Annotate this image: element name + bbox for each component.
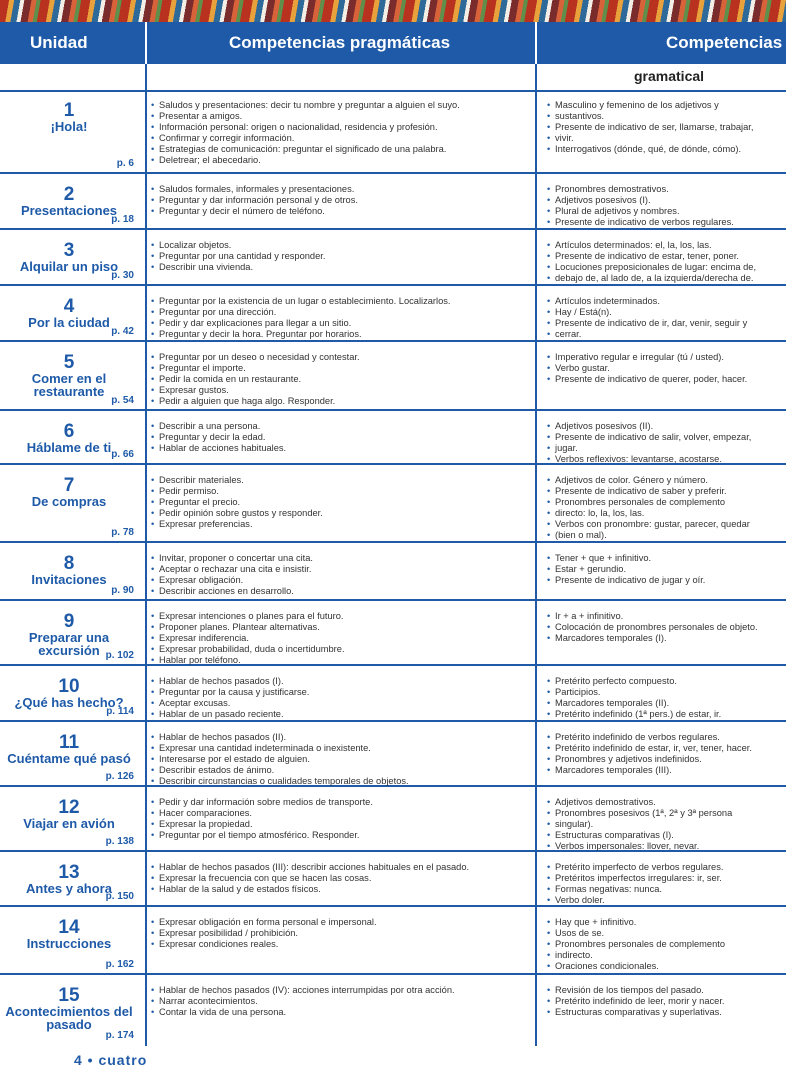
grammar-list bbox=[546, 797, 786, 852]
list-item: • Adjetivos posesivos (I). bbox=[546, 195, 786, 206]
pragmatic-list bbox=[150, 676, 532, 720]
unit-cell bbox=[0, 975, 138, 1044]
unit-page: p. 6 bbox=[116, 158, 134, 169]
unit-number: 15 bbox=[58, 985, 80, 1006]
list-item: • sustantivos. bbox=[546, 111, 786, 122]
list-item: • Pronombres y adjetivos indefinidos. bbox=[546, 754, 786, 765]
grammar-list bbox=[546, 862, 786, 906]
grammar-list bbox=[546, 985, 786, 1018]
list-item: • Usos de se. bbox=[546, 928, 786, 939]
table-row bbox=[0, 411, 786, 465]
unit-cell bbox=[0, 601, 138, 664]
list-item: • Verbos impersonales: llover, nevar. bbox=[546, 841, 786, 852]
list-item: • Hablar de acciones habituales. bbox=[150, 443, 532, 454]
list-item: • Pedir opinión sobre gustos y responder. bbox=[150, 508, 532, 519]
pragmatic-list bbox=[150, 475, 532, 530]
list-item: • Marcadores temporales (II). bbox=[546, 698, 786, 709]
unit-title: Comer en el restaurante bbox=[31, 371, 107, 399]
list-item: • Expresar gustos. bbox=[150, 385, 532, 396]
unit-title: De compras bbox=[31, 494, 107, 509]
table-row bbox=[0, 975, 786, 1044]
list-item: • Verbos reflexivos: levantarse, acostarse. bbox=[546, 454, 786, 465]
unit-cell bbox=[0, 722, 138, 785]
grammar-list bbox=[546, 676, 786, 720]
list-item: • Pretérito imperfecto de verbos regulares. bbox=[546, 862, 786, 873]
unit-cell bbox=[0, 174, 138, 228]
list-item: • cerrar. bbox=[546, 329, 786, 340]
list-item: • Verbo gustar. bbox=[546, 363, 786, 374]
sub-header-row bbox=[0, 64, 786, 92]
list-item: • jugar. bbox=[546, 443, 786, 454]
page-number: 4 • cuatro bbox=[74, 1052, 148, 1068]
list-item: • Pretérito indefinido de leer, morir y nacer. bbox=[546, 996, 786, 1007]
pragmatic-list bbox=[150, 732, 532, 787]
list-item: • Marcadores temporales (I). bbox=[546, 633, 786, 644]
list-item: • Pedir y dar explicaciones para llegar a un sitio. bbox=[150, 318, 532, 329]
unit-number: 9 bbox=[63, 611, 75, 632]
list-item: • Hay que + infinitivo. bbox=[546, 917, 786, 928]
list-item: • Estructuras comparativas (I). bbox=[546, 830, 786, 841]
list-item: • Pronombres personales de complemento bbox=[546, 497, 786, 508]
list-item: • Expresar la propiedad. bbox=[150, 819, 532, 830]
unit-number: 5 bbox=[63, 352, 75, 373]
list-item: • Pretéritos imperfectos irregulares: ir, ser. bbox=[546, 873, 786, 884]
table-row bbox=[0, 601, 786, 666]
unit-title: Por la ciudad bbox=[28, 315, 110, 330]
unit-cell bbox=[0, 852, 138, 905]
table-row bbox=[0, 543, 786, 601]
list-item: • Hay / Está(n). bbox=[546, 307, 786, 318]
list-item: • Presente de indicativo de estar, tener, poner. bbox=[546, 251, 786, 262]
header-divider bbox=[535, 22, 537, 64]
unit-title: ¡Hola! bbox=[50, 119, 88, 134]
list-item: • Deletrear; el abecedario. bbox=[150, 155, 532, 166]
pragmatic-list bbox=[150, 985, 532, 1018]
unit-title: Viajar en avión bbox=[23, 816, 115, 831]
unit-number: 2 bbox=[63, 184, 75, 205]
list-item: • Expresar condiciones reales. bbox=[150, 939, 532, 950]
pragmatic-list bbox=[150, 184, 532, 217]
table-row bbox=[0, 342, 786, 411]
list-item: • Describir acciones en desarrollo. bbox=[150, 586, 532, 597]
list-item: • Pedir a alguien que haga algo. Responder. bbox=[150, 396, 532, 407]
unit-title: Háblame de ti bbox=[26, 440, 112, 455]
pragmatic-list bbox=[150, 421, 532, 454]
unit-page: p. 42 bbox=[111, 326, 134, 337]
list-item: • Ir + a + infinitivo. bbox=[546, 611, 786, 622]
unit-number: 6 bbox=[63, 421, 75, 442]
unit-page: p. 102 bbox=[105, 650, 134, 661]
list-item: • Artículos determinados: el, la, los, las. bbox=[546, 240, 786, 251]
pragmatic-list bbox=[150, 862, 532, 895]
grammar-list bbox=[546, 475, 786, 541]
grammar-list bbox=[546, 732, 786, 776]
unit-number: 3 bbox=[63, 240, 75, 261]
list-item: • Hablar de hechos pasados (IV): acciones interrumpidas por otra acción. bbox=[150, 985, 532, 996]
unit-cell bbox=[0, 90, 138, 172]
pragmatic-list bbox=[150, 611, 532, 666]
unit-page: p. 78 bbox=[111, 527, 134, 538]
pragmatic-list bbox=[150, 917, 532, 950]
list-item: • Preguntar el importe. bbox=[150, 363, 532, 374]
unit-number: 8 bbox=[63, 553, 75, 574]
table-row bbox=[0, 174, 786, 230]
grammar-list bbox=[546, 184, 786, 228]
list-item: • Expresar obligación en forma personal e impersonal. bbox=[150, 917, 532, 928]
table-row bbox=[0, 907, 786, 975]
list-item: • Aceptar excusas. bbox=[150, 698, 532, 709]
unit-title: Preparar una excursión bbox=[28, 630, 110, 658]
header-gramatical: gramatical bbox=[634, 68, 705, 84]
list-item: • indirecto. bbox=[546, 950, 786, 961]
list-item: • Interesarse por el estado de alguien. bbox=[150, 754, 532, 765]
unit-title: Instrucciones bbox=[26, 936, 112, 951]
list-item: • Preguntar por la existencia de un lugar o establecimiento. Localizarlos. bbox=[150, 296, 532, 307]
list-item: • Plural de adjetivos y nombres. bbox=[546, 206, 786, 217]
header-unidad: Unidad bbox=[30, 33, 88, 52]
grammar-list bbox=[546, 240, 786, 284]
list-item: • Preguntar y decir la edad. bbox=[150, 432, 532, 443]
list-item: • Preguntar y decir la hora. Preguntar por horarios. bbox=[150, 329, 532, 340]
list-item: • Preguntar por una cantidad y responder. bbox=[150, 251, 532, 262]
column-divider bbox=[535, 64, 537, 1046]
unit-title: Alquilar un piso bbox=[19, 259, 119, 274]
list-item: • Expresar intenciones o planes para el futuro. bbox=[150, 611, 532, 622]
list-item: • Presente de indicativo de ser, llamarse, trabajar, bbox=[546, 122, 786, 133]
list-item: • Imperativo regular e irregular (tú / usted). bbox=[546, 352, 786, 363]
list-item: • Invitar, proponer o concertar una cita. bbox=[150, 553, 532, 564]
list-item: • Pedir y dar información sobre medios de transporte. bbox=[150, 797, 532, 808]
list-item: • directo: lo, la, los, las. bbox=[546, 508, 786, 519]
list-item: • Hacer comparaciones. bbox=[150, 808, 532, 819]
unit-title: Antes y ahora bbox=[26, 881, 112, 896]
list-item: • Proponer planes. Plantear alternativas. bbox=[150, 622, 532, 633]
list-item: • Aceptar o rechazar una cita e insistir. bbox=[150, 564, 532, 575]
pragmatic-list bbox=[150, 100, 532, 166]
list-item: • Pedir permiso. bbox=[150, 486, 532, 497]
unit-cell bbox=[0, 787, 138, 850]
unit-page: p. 114 bbox=[106, 706, 134, 717]
unit-page: p. 90 bbox=[111, 585, 134, 596]
unit-title: Acontecimientos del pasado bbox=[5, 1004, 133, 1032]
unit-title: Presentaciones bbox=[20, 203, 118, 218]
unit-number: 12 bbox=[58, 797, 80, 818]
list-item: • Describir estados de ánimo. bbox=[150, 765, 532, 776]
list-item: • Preguntar el precio. bbox=[150, 497, 532, 508]
list-item: • Expresar probabilidad, duda o incertidumbre. bbox=[150, 644, 532, 655]
list-item: • Presente de indicativo de jugar y oír. bbox=[546, 575, 786, 586]
unit-cell bbox=[0, 907, 138, 973]
list-item: • Preguntar y dar información personal y de otros. bbox=[150, 195, 532, 206]
unit-cell bbox=[0, 342, 138, 409]
header-pragmaticas: Competencias pragmáticas bbox=[229, 33, 451, 52]
unit-page: p. 150 bbox=[105, 891, 134, 902]
list-item: • Verbo doler. bbox=[546, 895, 786, 906]
list-item: • Confirmar y corregir información. bbox=[150, 133, 532, 144]
list-item: • Estar + gerundio. bbox=[546, 564, 786, 575]
unit-page: p. 126 bbox=[105, 771, 134, 782]
pragmatic-list bbox=[150, 797, 532, 841]
list-item: • Presente de indicativo de salir, volver, empezar, bbox=[546, 432, 786, 443]
unit-page: p. 66 bbox=[111, 449, 134, 460]
list-item: • Verbos con pronombre: gustar, parecer, quedar bbox=[546, 519, 786, 530]
list-item: • Revisión de los tiempos del pasado. bbox=[546, 985, 786, 996]
list-item: • Preguntar por un deseo o necesidad y contestar. bbox=[150, 352, 532, 363]
list-item: • Presentar a amigos. bbox=[150, 111, 532, 122]
unit-page: p. 162 bbox=[105, 959, 134, 970]
list-item: • Masculino y femenino de los adjetivos y bbox=[546, 100, 786, 111]
table-row bbox=[0, 465, 786, 543]
list-item: • Saludos y presentaciones: decir tu nombre y preguntar a alguien el suyo. bbox=[150, 100, 532, 111]
list-item: • Pronombres demostrativos. bbox=[546, 184, 786, 195]
unit-number: 4 bbox=[63, 296, 75, 317]
table-row bbox=[0, 852, 786, 907]
list-item: • Hablar de la salud y de estados físicos. bbox=[150, 884, 532, 895]
table-row bbox=[0, 286, 786, 342]
unit-number: 14 bbox=[58, 917, 80, 938]
list-item: • Oraciones condicionales. bbox=[546, 961, 786, 972]
list-item: • Pretérito indefinido de verbos regulares. bbox=[546, 732, 786, 743]
list-item: • Adjetivos de color. Género y número. bbox=[546, 475, 786, 486]
unit-cell bbox=[0, 230, 138, 284]
list-item: • Pronombres posesivos (1ª, 2ª y 3ª persona bbox=[546, 808, 786, 819]
unit-number: 11 bbox=[58, 732, 80, 753]
table-row bbox=[0, 666, 786, 722]
decorative-banner bbox=[0, 0, 786, 22]
list-item: • Locuciones preposicionales de lugar: encima de, bbox=[546, 262, 786, 273]
unit-page: p. 18 bbox=[111, 214, 134, 225]
list-item: • Expresar posibilidad / prohibición. bbox=[150, 928, 532, 939]
unit-title: ¿Qué has hecho? bbox=[14, 695, 124, 710]
column-divider bbox=[145, 64, 147, 1046]
unit-page: p. 174 bbox=[105, 1030, 134, 1041]
list-item: • Adjetivos demostrativos. bbox=[546, 797, 786, 808]
list-item: • Expresar obligación. bbox=[150, 575, 532, 586]
unit-cell bbox=[0, 666, 138, 720]
list-item: • Describir circunstancias o cualidades temporales de objetos. bbox=[150, 776, 532, 787]
list-item: • Preguntar y decir el número de teléfono. bbox=[150, 206, 532, 217]
list-item: • Adjetivos posesivos (II). bbox=[546, 421, 786, 432]
list-item: • Hablar por teléfono. bbox=[150, 655, 532, 666]
grammar-list bbox=[546, 917, 786, 972]
unit-number: 7 bbox=[63, 475, 75, 496]
list-item: • Hablar de un pasado reciente. bbox=[150, 709, 532, 720]
list-item: • Presente de indicativo de ir, dar, venir, seguir y bbox=[546, 318, 786, 329]
header-divider bbox=[145, 22, 147, 64]
pragmatic-list bbox=[150, 296, 532, 340]
list-item: • Información personal: origen o nacionalidad, residencia y profesión. bbox=[150, 122, 532, 133]
unit-number: 1 bbox=[63, 100, 75, 121]
table-row bbox=[0, 787, 786, 852]
list-item: • Hablar de hechos pasados (I). bbox=[150, 676, 532, 687]
unit-page: p. 138 bbox=[105, 836, 134, 847]
pragmatic-list bbox=[150, 352, 532, 407]
grammar-list bbox=[546, 352, 786, 385]
list-item: • Hablar de hechos pasados (III): describir acciones habituales en el pasado. bbox=[150, 862, 532, 873]
list-item: • vivir. bbox=[546, 133, 786, 144]
list-item: • Marcadores temporales (III). bbox=[546, 765, 786, 776]
list-item: • Participios. bbox=[546, 687, 786, 698]
grammar-list bbox=[546, 421, 786, 465]
header-competencias: Competencias bbox=[666, 33, 783, 52]
list-item: • Pretérito perfecto compuesto. bbox=[546, 676, 786, 687]
unit-cell bbox=[0, 543, 138, 599]
list-item: • Interrogativos (dónde, qué, de dónde, cómo). bbox=[546, 144, 786, 155]
list-item: • Presente de indicativo de saber y preferir. bbox=[546, 486, 786, 497]
list-item: • Tener + que + infinitivo. bbox=[546, 553, 786, 564]
pragmatic-list bbox=[150, 240, 532, 273]
unit-title: Cuéntame qué pasó bbox=[7, 751, 131, 766]
grammar-list bbox=[546, 100, 786, 155]
list-item: • Narrar acontecimientos. bbox=[150, 996, 532, 1007]
unit-cell bbox=[0, 411, 138, 463]
list-item: • Estructuras comparativas y superlativas. bbox=[546, 1007, 786, 1018]
list-item: • Presente de indicativo de verbos regulares. bbox=[546, 217, 786, 228]
list-item: • Hablar de hechos pasados (II). bbox=[150, 732, 532, 743]
list-item: • Describir una vivienda. bbox=[150, 262, 532, 273]
list-item: • Preguntar por el tiempo atmosférico. Responder. bbox=[150, 830, 532, 841]
unit-number: 13 bbox=[58, 862, 80, 883]
pragmatic-list bbox=[150, 553, 532, 597]
grammar-list bbox=[546, 611, 786, 644]
table-row bbox=[0, 90, 786, 174]
unit-number: 10 bbox=[58, 676, 80, 697]
list-item: • Expresar preferencias. bbox=[150, 519, 532, 530]
unit-title: Invitaciones bbox=[31, 572, 107, 587]
list-item: • Expresar una cantidad indeterminada o inexistente. bbox=[150, 743, 532, 754]
unit-cell bbox=[0, 286, 138, 340]
list-item: • Expresar indiferencia. bbox=[150, 633, 532, 644]
list-item: • Describir materiales. bbox=[150, 475, 532, 486]
grammar-list bbox=[546, 553, 786, 586]
unit-page: p. 30 bbox=[111, 270, 134, 281]
table-row bbox=[0, 230, 786, 286]
list-item: • Preguntar por una dirección. bbox=[150, 307, 532, 318]
list-item: • Saludos formales, informales y presentaciones. bbox=[150, 184, 532, 195]
unit-cell bbox=[0, 465, 138, 541]
unit-page: p. 54 bbox=[111, 395, 134, 406]
list-item: • Describir a una persona. bbox=[150, 421, 532, 432]
list-item: • singular). bbox=[546, 819, 786, 830]
table-header bbox=[0, 22, 786, 64]
list-item: • Formas negativas: nunca. bbox=[546, 884, 786, 895]
grammar-list bbox=[546, 296, 786, 340]
list-item: • Colocación de pronombres personales de objeto. bbox=[546, 622, 786, 633]
list-item: • Pretérito indefinido (1ª pers.) de estar, ir. bbox=[546, 709, 786, 720]
list-item: • (bien o mal). bbox=[546, 530, 786, 541]
list-item: • Expresar la frecuencia con que se hacen las cosas. bbox=[150, 873, 532, 884]
table-row bbox=[0, 722, 786, 787]
list-item: • Estrategias de comunicación: preguntar el significado de una palabra. bbox=[150, 144, 532, 155]
list-item: • debajo de, al lado de, a la izquierda/derecha de. bbox=[546, 273, 786, 284]
list-item: • Pretérito indefinido de estar, ir, ver, tener, hacer. bbox=[546, 743, 786, 754]
list-item: • Preguntar por la causa y justificarse. bbox=[150, 687, 532, 698]
list-item: • Presente de indicativo de querer, poder, hacer. bbox=[546, 374, 786, 385]
list-item: • Pedir la comida en un restaurante. bbox=[150, 374, 532, 385]
list-item: • Pronombres personales de complemento bbox=[546, 939, 786, 950]
list-item: • Localizar objetos. bbox=[150, 240, 532, 251]
list-item: • Artículos indeterminados. bbox=[546, 296, 786, 307]
list-item: • Contar la vida de una persona. bbox=[150, 1007, 532, 1018]
